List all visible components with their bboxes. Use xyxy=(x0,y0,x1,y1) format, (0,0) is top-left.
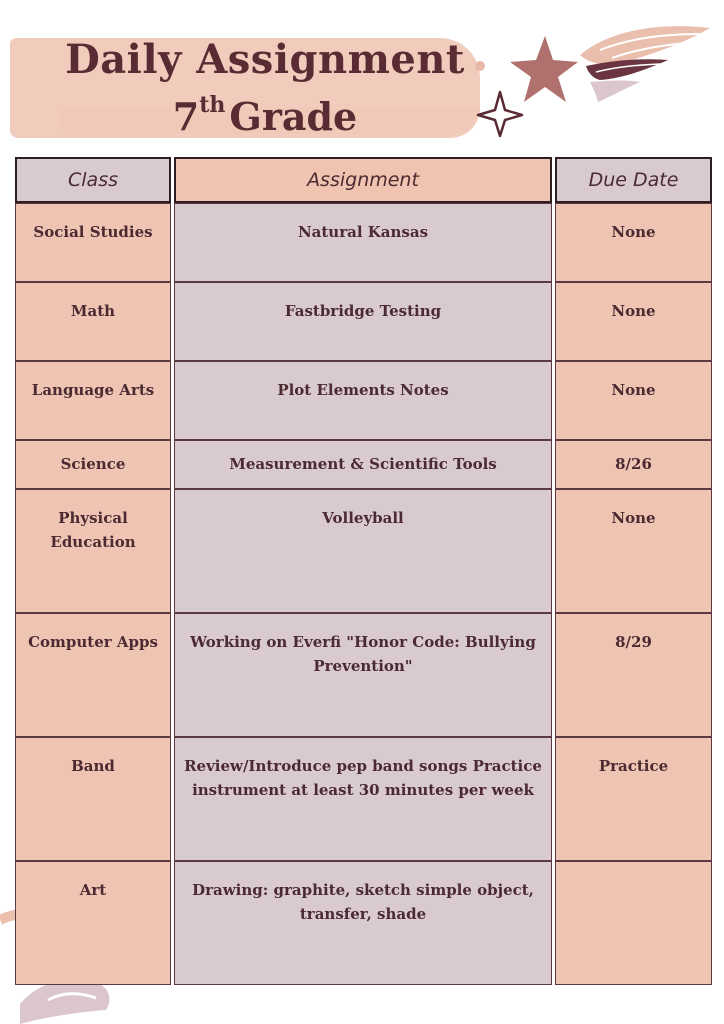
assignment-text: Working on Everfi "Honor Code: Bullying Prevention" xyxy=(190,632,536,675)
class-name: Science xyxy=(60,455,126,474)
shooting-star-decoration xyxy=(580,26,710,102)
table-row xyxy=(15,489,712,613)
assignment-text: Review/Introduce pep band songs Practice instrument at least 30 minutes per week xyxy=(184,756,542,799)
assignment-text: Drawing: graphite, sketch simple object, transfer, shade xyxy=(192,880,534,923)
due-date: None xyxy=(611,301,656,320)
due-date: Practice xyxy=(598,756,669,775)
grade-word: Grade xyxy=(229,94,358,139)
assignment-text: Volleyball xyxy=(322,508,404,527)
due-cell xyxy=(555,489,712,613)
assignment-cell xyxy=(174,861,552,985)
table-row xyxy=(15,737,712,861)
class-cell xyxy=(15,613,171,737)
class-name: Math xyxy=(70,301,116,320)
assignment-cell xyxy=(174,613,552,737)
title-text: Daily Assignment xyxy=(65,36,465,83)
table-row xyxy=(15,203,712,282)
assignment-cell xyxy=(174,737,552,861)
class-cell xyxy=(15,440,171,489)
class-name: Computer Apps xyxy=(28,632,158,651)
class-name: Physical Education xyxy=(50,508,136,551)
assignment-cell xyxy=(174,282,552,361)
class-cell xyxy=(15,361,171,440)
class-cell xyxy=(15,861,171,985)
dot-decoration xyxy=(475,61,485,71)
grade-number: 7 xyxy=(172,94,200,139)
assignment-text: Plot Elements Notes xyxy=(277,380,449,399)
class-cell xyxy=(15,489,171,613)
class-name: Social Studies xyxy=(33,223,153,241)
grade-suffix: th xyxy=(199,92,226,118)
assignment-text: Natural Kansas xyxy=(297,223,429,241)
header-decoration xyxy=(0,0,724,150)
assignment-text: Measurement & Scientific Tools xyxy=(229,455,497,474)
table-row xyxy=(15,861,712,985)
assignment-cell xyxy=(174,489,552,613)
due-cell xyxy=(555,361,712,440)
table-header-row xyxy=(15,157,712,203)
due-date xyxy=(556,862,711,878)
due-date: None xyxy=(611,508,656,527)
class-name: Language Arts xyxy=(31,380,155,399)
due-date: None xyxy=(611,380,656,399)
header-due-date: Due Date xyxy=(555,157,712,203)
star-icon xyxy=(510,36,578,102)
due-cell xyxy=(555,282,712,361)
sparkle-icon xyxy=(478,92,522,136)
due-cell xyxy=(555,203,712,282)
assignment-cell xyxy=(174,440,552,489)
due-cell xyxy=(555,737,712,861)
header-class: Class xyxy=(15,157,171,203)
due-cell xyxy=(555,613,712,737)
class-cell xyxy=(15,203,171,282)
table-row xyxy=(15,282,712,361)
due-cell xyxy=(555,861,712,985)
assignment-cell xyxy=(174,203,552,282)
class-cell xyxy=(15,282,171,361)
header-assignment: Assignment xyxy=(174,157,552,203)
assignment-cell xyxy=(174,361,552,440)
class-name: Art xyxy=(79,880,107,899)
assignment-text: Fastbridge Testing xyxy=(284,301,442,320)
class-name: Band xyxy=(71,756,115,775)
due-date: 8/26 xyxy=(615,455,652,474)
class-cell xyxy=(15,737,171,861)
table-row xyxy=(15,613,712,737)
table-row xyxy=(15,440,712,489)
due-date: None xyxy=(611,223,656,241)
due-cell xyxy=(555,440,712,489)
table-row xyxy=(15,361,712,440)
due-date: 8/29 xyxy=(615,632,652,651)
assignment-table xyxy=(12,157,715,985)
